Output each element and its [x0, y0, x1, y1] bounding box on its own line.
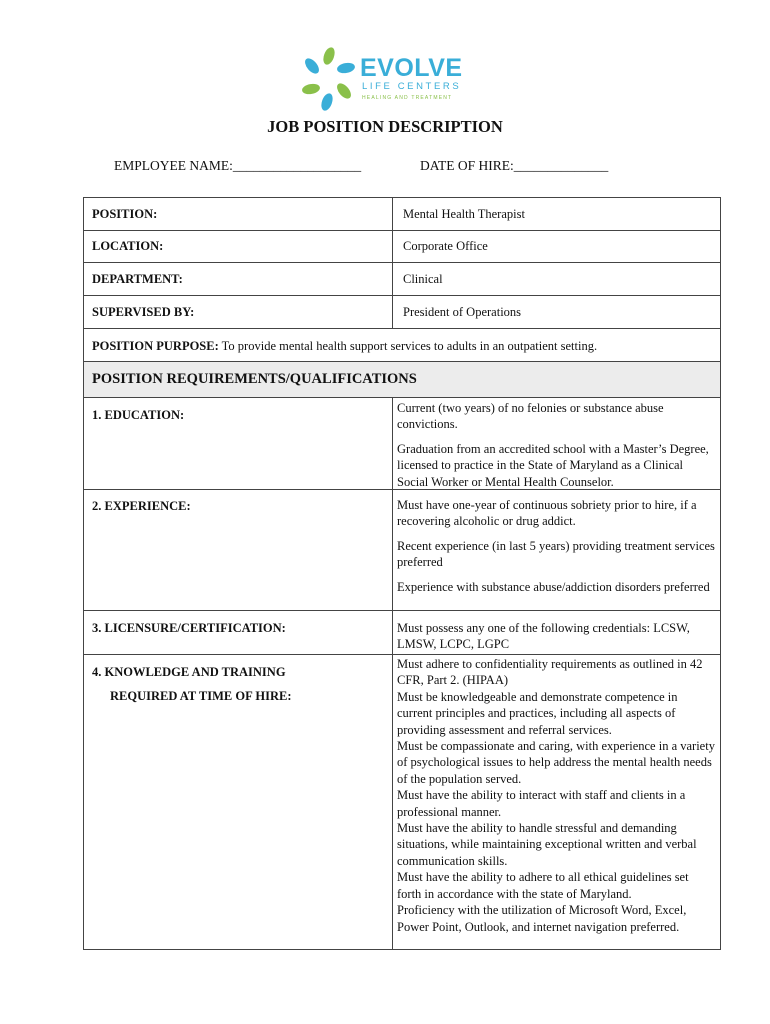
- requirements-heading-bar: [84, 362, 720, 398]
- info-row-supervised-by: [84, 296, 720, 329]
- info-value: Corporate Office: [403, 239, 488, 253]
- position-info-table: [83, 197, 721, 362]
- info-label: SUPERVISED BY:: [92, 305, 195, 319]
- info-row-location: [84, 231, 720, 263]
- date-of-hire-field: DATE OF HIRE:______________: [420, 158, 609, 173]
- req-row-licensure: [84, 611, 720, 655]
- req-item: Proficiency with the utilization of Microsoft Word, Excel, Power Point, Outlook, and internet navigation preferred.: [397, 903, 687, 934]
- req-content: [397, 400, 715, 490]
- req-label: 1. EDUCATION:: [92, 408, 185, 422]
- req-label: 3. LICENSURE/CERTIFICATION:: [92, 621, 286, 635]
- req-item: Recent experience (in last 5 years) providing treatment services preferred: [397, 538, 715, 570]
- requirements-table: [83, 361, 721, 950]
- info-row-position: [84, 198, 720, 231]
- info-row-department: [84, 263, 720, 296]
- req-item: Must have the ability to handle stressful and demanding situations, while maintaining exceptional written and verbal communication skills.: [397, 821, 697, 868]
- info-value: Clinical: [403, 272, 443, 286]
- logo-tagline-text: HEALING AND TREATMENT: [362, 95, 453, 101]
- purpose-text: To provide mental health support services to adults in an outpatient setting.: [218, 339, 598, 353]
- req-item: Graduation from an accredited school with a Master’s Degree, licensed to practice in the State of Maryland as a Clinical Social Worker or Mental Health Counselor.: [397, 441, 709, 489]
- req-row-education: [84, 398, 720, 490]
- req-item: Must be knowledgeable and demonstrate competence in current principles and practices, including all aspects of providing assessment and referral services.: [397, 689, 678, 737]
- info-value: President of Operations: [403, 305, 522, 319]
- info-value: Mental Health Therapist: [403, 207, 525, 221]
- req-row-experience: [84, 490, 720, 611]
- req-item: Must be compassionate and caring, with experience in a variety of psychological issues to help address the mental health needs of the population served.: [397, 739, 715, 786]
- logo-mark-icon: [300, 46, 358, 112]
- req-content: [397, 620, 715, 653]
- req-label: 2. EXPERIENCE:: [92, 499, 191, 513]
- employee-name-field: EMPLOYEE NAME:___________________: [114, 158, 362, 173]
- req-content: [397, 656, 715, 935]
- company-logo: [300, 46, 480, 114]
- info-label: LOCATION:: [92, 239, 164, 253]
- position-purpose: [92, 339, 597, 354]
- req-item: Must adhere to confidentiality requirements as outlined in 42 CFR, Part 2. (HIPAA): [397, 657, 703, 688]
- req-label-continued: REQUIRED AT TIME OF HIRE:: [110, 689, 292, 703]
- req-item: Must possess any one of the following credentials: LCSW, LMSW, LCPC, LGPC: [397, 621, 690, 652]
- req-item: Must have the ability to adhere to all ethical guidelines set forth in accordance with the state of Maryland.: [397, 870, 689, 901]
- info-label: DEPARTMENT:: [92, 272, 183, 286]
- logo-subtitle-text: LIFE CENTERS: [362, 81, 462, 92]
- info-label: POSITION:: [92, 207, 158, 221]
- purpose-label: POSITION PURPOSE:: [92, 339, 219, 353]
- req-content: [397, 497, 715, 595]
- req-item: Must have one-year of continuous sobriety prior to hire, if a recovering alcoholic or drug addict.: [397, 498, 697, 529]
- requirements-heading: POSITION REQUIREMENTS/QUALIFICATIONS: [92, 371, 417, 387]
- page-title: JOB POSITION DESCRIPTION: [267, 117, 503, 136]
- req-row-knowledge-training: [84, 655, 720, 950]
- req-item: Must have the ability to interact with staff and clients in a professional manner.: [397, 788, 686, 819]
- logo-brand-text: EVOLVE: [360, 54, 463, 82]
- req-item: Experience with substance abuse/addiction disorders preferred: [397, 579, 710, 594]
- req-label: 4. KNOWLEDGE AND TRAINING: [92, 665, 286, 679]
- req-item: Current (two years) of no felonies or substance abuse convictions.: [397, 401, 664, 432]
